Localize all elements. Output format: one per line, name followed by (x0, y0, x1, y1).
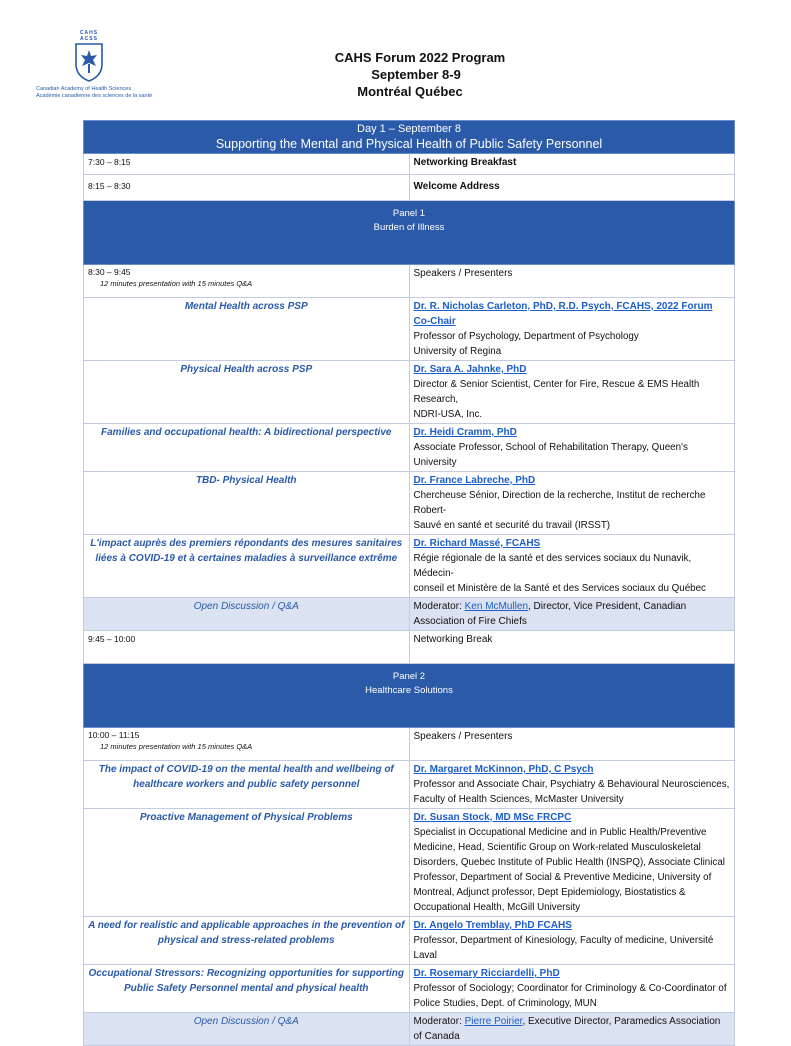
logo-acronym (74, 30, 104, 42)
panel-name: Panel 2 (392, 671, 426, 682)
speaker-affiliation: University of Regina (413, 346, 502, 357)
event-cell (409, 265, 735, 298)
speaker-link[interactable]: Dr. Heidi Cramm, PhD (413, 427, 517, 438)
speaker-link[interactable]: Dr. Sara A. Jahnke, PhD (413, 364, 527, 375)
speaker-cell (409, 965, 735, 1013)
talk-row (84, 424, 735, 472)
title-date: September 8-9 (371, 67, 461, 82)
schedule-row-panel1 (84, 265, 735, 298)
event-cell (409, 175, 735, 201)
time-cell (84, 175, 410, 201)
event-cell (409, 631, 735, 664)
talk-row (84, 965, 735, 1013)
talk-topic: L'impact auprès des premiers répondants des mesures sanitaires liées à COVID-19 et à certaines maladies à surveillance extrême (84, 535, 410, 598)
moderator-link[interactable]: Pierre Poirier (464, 1016, 523, 1027)
schedule-note: 12 minutes presentation with 15 minutes Q&A (100, 742, 253, 751)
speaker-link[interactable]: Dr. Angelo Tremblay, PhD FCAHS (413, 920, 572, 931)
time-label: 10:00 – 11:15 (88, 730, 140, 740)
talk-row (84, 472, 735, 535)
discussion-row (84, 598, 735, 631)
speaker-cell (409, 361, 735, 424)
moderator-role: , Executive Director, Paramedics Association of Canada (413, 1016, 721, 1042)
day-theme: Supporting the Mental and Physical Health of Public Safety Personnel (215, 137, 603, 151)
moderator-role: , Director, Vice President, Canadian Association of Fire Chiefs (413, 601, 687, 627)
speaker-affiliation: Professor, Department of Kinesiology, Faculty of medicine, Université Laval (413, 935, 714, 961)
logo-acronym-fr: ACSS (80, 36, 98, 42)
schedule-row-break (84, 631, 735, 664)
time-label: 8:30 – 9:45 (88, 267, 131, 277)
time-cell (84, 265, 410, 298)
talk-topic: A need for realistic and applicable approaches in the prevention of physical and stress-related problems (84, 917, 410, 965)
talk-topic: Families and occupational health: A bidirectional perspective (84, 424, 410, 472)
speaker-link[interactable]: Dr. Rosemary Ricciardelli, PhD (413, 968, 560, 979)
time-cell (84, 728, 410, 761)
event-cell (409, 728, 735, 761)
event-label: Welcome Address (413, 181, 500, 192)
speaker-affiliation: NDRI-USA, Inc. (413, 409, 483, 420)
talk-row (84, 298, 735, 361)
schedule-row-breakfast (84, 154, 735, 175)
speaker-affiliation: Professor and Associate Chair, Psychiatry & Behavioural Neurosciences, Faculty of Health Sciences, McMaster University (413, 779, 730, 805)
panel-name: Panel 1 (392, 208, 426, 219)
day-header (84, 121, 735, 154)
talk-topic: TBD- Physical Health (84, 472, 410, 535)
page-title (300, 49, 540, 100)
speaker-affiliation: Régie régionale de la santé et des services sociaux du Nunavik, Médecin- (413, 553, 692, 579)
speaker-affiliation: Professor of Psychology, Department of Psychology (413, 331, 639, 342)
speaker-link[interactable]: Dr. Susan Stock, MD MSc FRCPC (413, 812, 572, 823)
logo-acronym-en: CAHS (79, 30, 99, 36)
talk-topic: Physical Health across PSP (84, 361, 410, 424)
talk-row (84, 535, 735, 598)
speaker-affiliation: Professor of Sociology; Coordinator for Criminology & Co-Coordinator of Police Studies, Dept. of Criminology, MUN (413, 983, 727, 1009)
speakers-heading: Speakers / Presenters (413, 731, 513, 742)
speaker-link[interactable]: Dr. Margaret McKinnon, PhD, C Psych (413, 764, 594, 775)
speaker-link[interactable]: Dr. R. Nicholas Carleton, PhD, R.D. Psych, FCAHS, 2022 Forum Co-Chair (413, 301, 713, 327)
moderator-prefix: Moderator: (413, 601, 465, 612)
event-cell (409, 154, 735, 175)
time-cell (84, 154, 410, 175)
panel2-header-row (84, 664, 735, 728)
talk-topic: Proactive Management of Physical Problems (84, 809, 410, 917)
title-location: Montréal Québec (357, 84, 463, 99)
talk-topic: The impact of COVID-19 on the mental health and wellbeing of healthcare workers and public safety personnel (84, 761, 410, 809)
speaker-affiliation: Chercheuse Sénior, Direction de la recherche, Institut de recherche Robert- (413, 490, 706, 516)
panel-title: Healthcare Solutions (365, 685, 453, 696)
time-label: 9:45 – 10:00 (88, 634, 136, 644)
logo-org-name (36, 86, 196, 100)
speaker-affiliation: Specialist in Occupational Medicine and in Public Health/Preventive Medicine, Head, Scientific Group on Work-related Musculoskeletal Disorders, Quebec Institute of Public Health (INSPQ), Associate Clinical Professor, Department of Social & Preventive Medicine, University of Montreal, Adjunct professor, Dept Epidemiology, Biostatistics & Occupational Health, McGill University (413, 827, 725, 913)
speaker-affiliation: conseil et Ministère de la Santé et des Services sociaux du Québec (413, 583, 706, 594)
speaker-cell (409, 917, 735, 965)
day-header-row (84, 121, 735, 154)
discussion-row (84, 1013, 735, 1046)
speaker-cell (409, 809, 735, 917)
speaker-affiliation: Associate Professor, School of Rehabilitation Therapy, Queen's University (413, 442, 688, 468)
talk-topic: Mental Health across PSP (84, 298, 410, 361)
panel-header (84, 201, 735, 265)
moderator-link[interactable]: Ken McMullen (464, 601, 528, 612)
speaker-link[interactable]: Dr. Richard Massé, FCAHS (413, 538, 541, 549)
speaker-cell (409, 472, 735, 535)
panel-header (84, 664, 735, 728)
talk-row (84, 761, 735, 809)
moderator-prefix: Moderator: (413, 1016, 465, 1027)
talk-row (84, 361, 735, 424)
moderator-cell (409, 1013, 735, 1046)
panel1-header-row (84, 201, 735, 265)
event-label: Networking Breakfast (413, 157, 517, 168)
speaker-affiliation: Director & Senior Scientist, Center for Fire, Rescue & EMS Health Research, (413, 379, 700, 405)
moderator-cell (409, 598, 735, 631)
program-table (83, 120, 735, 1046)
speaker-cell (409, 761, 735, 809)
schedule-row-panel2 (84, 728, 735, 761)
day-label: Day 1 – September 8 (357, 123, 461, 135)
discussion-label: Open Discussion / Q&A (84, 598, 410, 631)
talk-topic: Occupational Stressors: Recognizing opportunities for supporting Public Safety Personnel mental and physical health (84, 965, 410, 1013)
title-line1: CAHS Forum 2022 Program (334, 50, 506, 65)
discussion-label: Open Discussion / Q&A (84, 1013, 410, 1046)
schedule-row-welcome (84, 175, 735, 201)
time-cell (84, 631, 410, 664)
speakers-heading: Speakers / Presenters (413, 268, 513, 279)
schedule-note: 12 minutes presentation with 15 minutes Q&A (100, 279, 253, 288)
speaker-cell (409, 298, 735, 361)
time-label: 8:15 – 8:30 (88, 181, 131, 191)
panel-title: Burden of Illness (373, 222, 445, 233)
talk-row (84, 809, 735, 917)
speaker-cell (409, 535, 735, 598)
talk-row (84, 917, 735, 965)
event-label: Networking Break (413, 634, 493, 645)
logo-org-fr: Académie canadienne des sciences de la santé (36, 93, 153, 99)
speaker-affiliation: Sauvé en santé et securité du travail (IRSST) (413, 520, 611, 531)
speaker-cell (409, 424, 735, 472)
logo-org-en: Canadian Academy of Health Sciences (36, 86, 132, 92)
shield-icon (74, 42, 104, 82)
speaker-link[interactable]: Dr. France Labreche, PhD (413, 475, 536, 486)
time-label: 7:30 – 8:15 (88, 157, 131, 167)
